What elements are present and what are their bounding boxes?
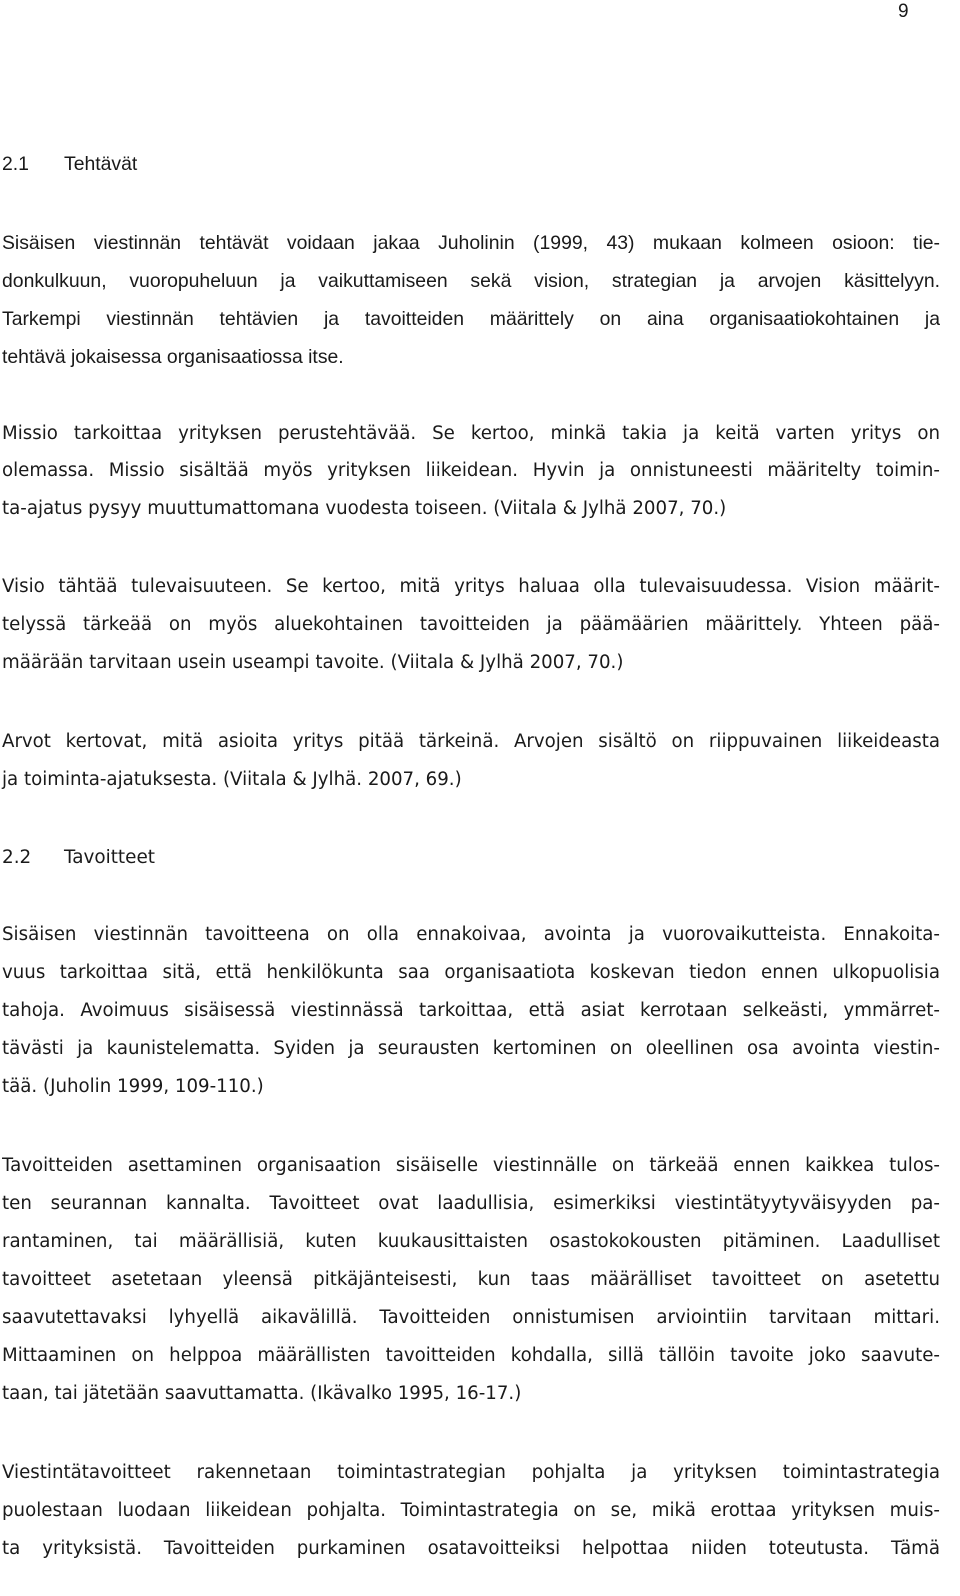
text-line: tavoitteet asetetaan yleensä pitkäjänteisesti, kun taas määrälliset tavoitteet on asetettu <box>2 1269 940 1290</box>
text-line: rantaminen, tai määrällisiä, kuten kuukausittaisten osastokokousten pitäminen. Laadulliset <box>2 1231 940 1252</box>
text-line: Sisäisen viestinnän tehtävät voidaan jakaa Juholinin (1999, 43) mukaan kolmeen osioon: tie- <box>2 232 940 254</box>
section-number: 2.1 <box>2 153 29 175</box>
section-title: Tehtävät <box>64 153 138 175</box>
text-line: tahoja. Avoimuus sisäisessä viestinnässä tarkoittaa, että asiat kerrotaan selkeästi, ymmärret- <box>2 1000 940 1021</box>
text-line: määrään tarvitaan usein useampi tavoite. (Viitala & Jylhä 2007, 70.) <box>2 652 624 673</box>
text-line: Arvot kertovat, mitä asioita yritys pitää tärkeinä. Arvojen sisältö on riippuvainen liikeideasta <box>2 731 940 752</box>
text-line: Sisäisen viestinnän tavoitteena on olla ennakoivaa, avointa ja vuorovaikutteista. Ennakoita- <box>2 924 940 945</box>
text-line: ja toiminta-ajatuksesta. (Viitala & Jylhä. 2007, 69.) <box>2 769 462 790</box>
text-line: telyssä tärkeää on myös aluekohtainen tavoitteiden ja päämäärien määrittely. Yhteen pää- <box>2 614 940 635</box>
text-line: Viestintätavoitteet rakennetaan toimintastrategian pohjalta ja yrityksen toimintastrategia <box>2 1462 940 1483</box>
text-line: Tavoitteiden asettaminen organisaation sisäiselle viestinnälle on tärkeää ennen kaikkea tulos- <box>2 1155 940 1176</box>
text-line: olemassa. Missio sisältää myös yrityksen liikeidean. Hyvin ja onnistuneesti määritelty toimin- <box>2 460 940 481</box>
section-number: 2.2 <box>2 847 32 868</box>
text-line: ten seurannan kannalta. Tavoitteet ovat laadullisia, esimerkiksi viestintätyytyväisyyden pa- <box>2 1193 940 1214</box>
text-line: taan, tai jätetään saavuttamatta. (Ikävalko 1995, 16-17.) <box>2 1383 522 1404</box>
text-line: Visio tähtää tulevaisuuteen. Se kertoo, mitä yritys haluaa olla tulevaisuudessa. Vision määrit- <box>2 576 940 597</box>
text-line: puolestaan luodaan liikeidean pohjalta. Toimintastrategia on se, mikä erottaa yrityksen muis- <box>2 1500 940 1521</box>
text-line: tää. (Juholin 1999, 109-110.) <box>2 1076 264 1097</box>
text-line: ta yrityksistä. Tavoitteiden purkaminen osatavoitteiksi helpottaa niiden toteutusta. Tämä <box>2 1538 940 1559</box>
text-line: Missio tarkoittaa yrityksen perustehtävää. Se kertoo, minkä takia ja keitä varten yritys on <box>2 423 940 444</box>
text-line: Mittaaminen on helppoa määrällisten tavoitteiden kohdalla, sillä tällöin tavoite joko saavute- <box>2 1345 940 1366</box>
page-number: 9 <box>898 1 909 22</box>
section-heading <box>2 152 137 176</box>
section-title: Tavoitteet <box>64 847 155 868</box>
text-line: tehtävä jokaisessa organisaatiossa itse. <box>2 346 344 368</box>
text-line: vuus tarkoittaa sitä, että henkilökunta saa organisaatiota koskevan tiedon ennen ulkopuolisia <box>2 962 940 983</box>
text-line: tävästi ja kaunistelematta. Syiden ja seurausten kertominen on oleellinen osa avointa viestin- <box>2 1038 940 1059</box>
text-line: saavutettavaksi lyhyellä aikavälillä. Tavoitteiden onnistumisen arviointiin tarvitaan mittari. <box>2 1307 940 1328</box>
section-heading <box>2 846 155 870</box>
text-line: ta-ajatus pysyy muuttumattomana vuodesta toiseen. (Viitala & Jylhä 2007, 70.) <box>2 498 727 519</box>
text-line: donkulkuun, vuoropuheluun ja vaikuttamiseen sekä vision, strategian ja arvojen käsittelyyn. <box>2 270 940 292</box>
text-line: Tarkempi viestinnän tehtävien ja tavoitteiden määrittely on aina organisaatiokohtainen ja <box>2 308 940 330</box>
